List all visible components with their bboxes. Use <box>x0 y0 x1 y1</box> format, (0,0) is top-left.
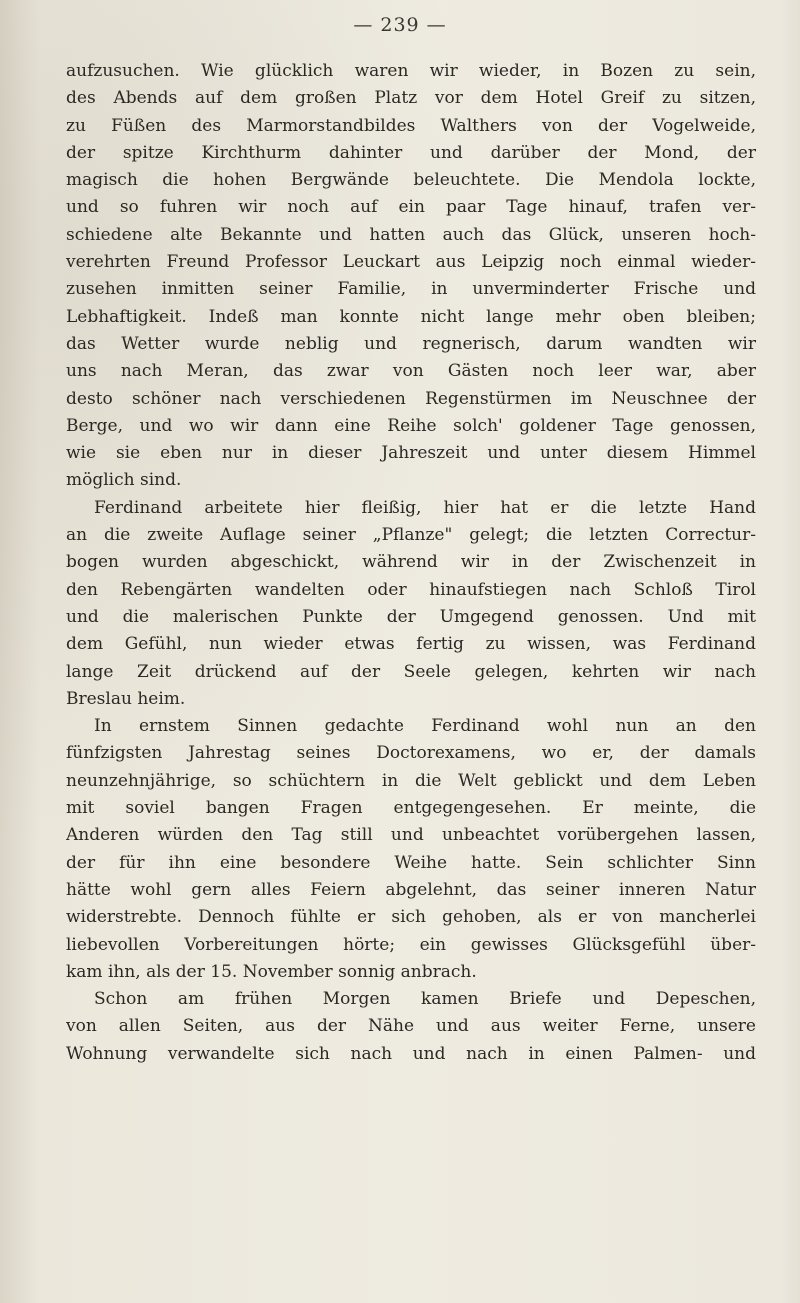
text-line: möglich sind. <box>66 470 182 491</box>
text-line: Schon am frühen Morgen kamen Briefe und Depeschen, <box>94 989 756 1010</box>
text-line: Ferdinand arbeitete hier fleißig, hier hat er die letzte Hand <box>94 497 756 518</box>
text-line: verehrten Freund Professor Leuckart aus Leipzig noch einmal wieder- <box>66 252 756 273</box>
text-line: des Abends auf dem großen Platz vor dem Hotel Greif zu sitzen, <box>66 88 756 109</box>
page-number: — 239 — <box>353 14 447 36</box>
text-line: Breslau heim. <box>66 688 186 709</box>
text-line: uns nach Meran, das zwar von Gästen noch leer war, aber <box>66 361 756 382</box>
text-line: zu Füßen des Marmorstandbildes Walthers von der Vogelweide, <box>66 115 756 136</box>
text-line: Lebhaftigkeit. Indeß man konnte nicht lange mehr oben bleiben; <box>66 306 756 327</box>
text-line: kam ihn, als der 15. November sonnig anbrach. <box>66 961 477 982</box>
text-line: der spitze Kirchthurm dahinter und darüber der Mond, der <box>66 142 756 163</box>
body-text <box>66 58 756 1068</box>
text-line: der für ihn eine besondere Weihe hatte. Sein schlichter Sinn <box>66 852 756 873</box>
text-line: und so fuhren wir noch auf ein paar Tage hinauf, trafen ver- <box>66 197 756 218</box>
text-line: Berge, und wo wir dann eine Reihe solch' goldener Tage genossen, <box>66 415 756 436</box>
text-line: desto schöner nach verschiedenen Regenstürmen im Neuschnee der <box>66 388 756 409</box>
text-line: und die malerischen Punkte der Umgegend genossen. Und mit <box>66 606 756 627</box>
text-line: lange Zeit drückend auf der Seele gelegen, kehrten wir nach <box>66 661 756 682</box>
text-line: hätte wohl gern alles Feiern abgelehnt, das seiner inneren Natur <box>66 879 756 900</box>
text-line: an die zweite Auflage seiner „Pflanze" gelegt; die letzten Correctur- <box>66 525 756 546</box>
text-line: liebevollen Vorbereitungen hörte; ein gewisses Glücksgefühl über- <box>66 934 756 955</box>
text-line: widerstrebte. Dennoch fühlte er sich gehoben, als er von mancherlei <box>66 907 756 928</box>
text-line: das Wetter wurde neblig und regnerisch, darum wandten wir <box>66 333 756 354</box>
text-line: den Rebengärten wandelten oder hinaufstiegen nach Schloß Tirol <box>66 579 756 600</box>
text-line: Anderen würden den Tag still und unbeachtet vorübergehen lassen, <box>66 825 756 846</box>
text-line: In ernstem Sinnen gedachte Ferdinand wohl nun an den <box>94 716 756 737</box>
text-line: neunzehnjährige, so schüchtern in die Welt geblickt und dem Leben <box>66 770 756 791</box>
text-line: bogen wurden abgeschickt, während wir in der Zwischenzeit in <box>66 552 756 573</box>
text-line: von allen Seiten, aus der Nähe und aus weiter Ferne, unsere <box>66 1016 756 1037</box>
text-line: dem Gefühl, nun wieder etwas fertig zu wissen, was Ferdinand <box>66 634 756 655</box>
text-line: Wohnung verwandelte sich nach und nach in einen Palmen- und <box>66 1043 756 1064</box>
text-line: wie sie eben nur in dieser Jahreszeit und unter diesem Himmel <box>66 443 756 464</box>
text-line: mit soviel bangen Fragen entgegengesehen. Er meinte, die <box>66 798 756 819</box>
text-line: aufzusuchen. Wie glücklich waren wir wieder, in Bozen zu sein, <box>66 61 756 81</box>
text-line: zusehen inmitten seiner Familie, in unverminderter Frische und <box>66 279 756 300</box>
text-line: fünfzigsten Jahrestag seines Doctorexamens, wo er, der damals <box>66 743 756 764</box>
text-line: magisch die hohen Bergwände beleuchtete. Die Mendola lockte, <box>66 170 756 191</box>
text-line: schiedene alte Bekannte und hatten auch das Glück, unseren hoch- <box>66 224 756 245</box>
